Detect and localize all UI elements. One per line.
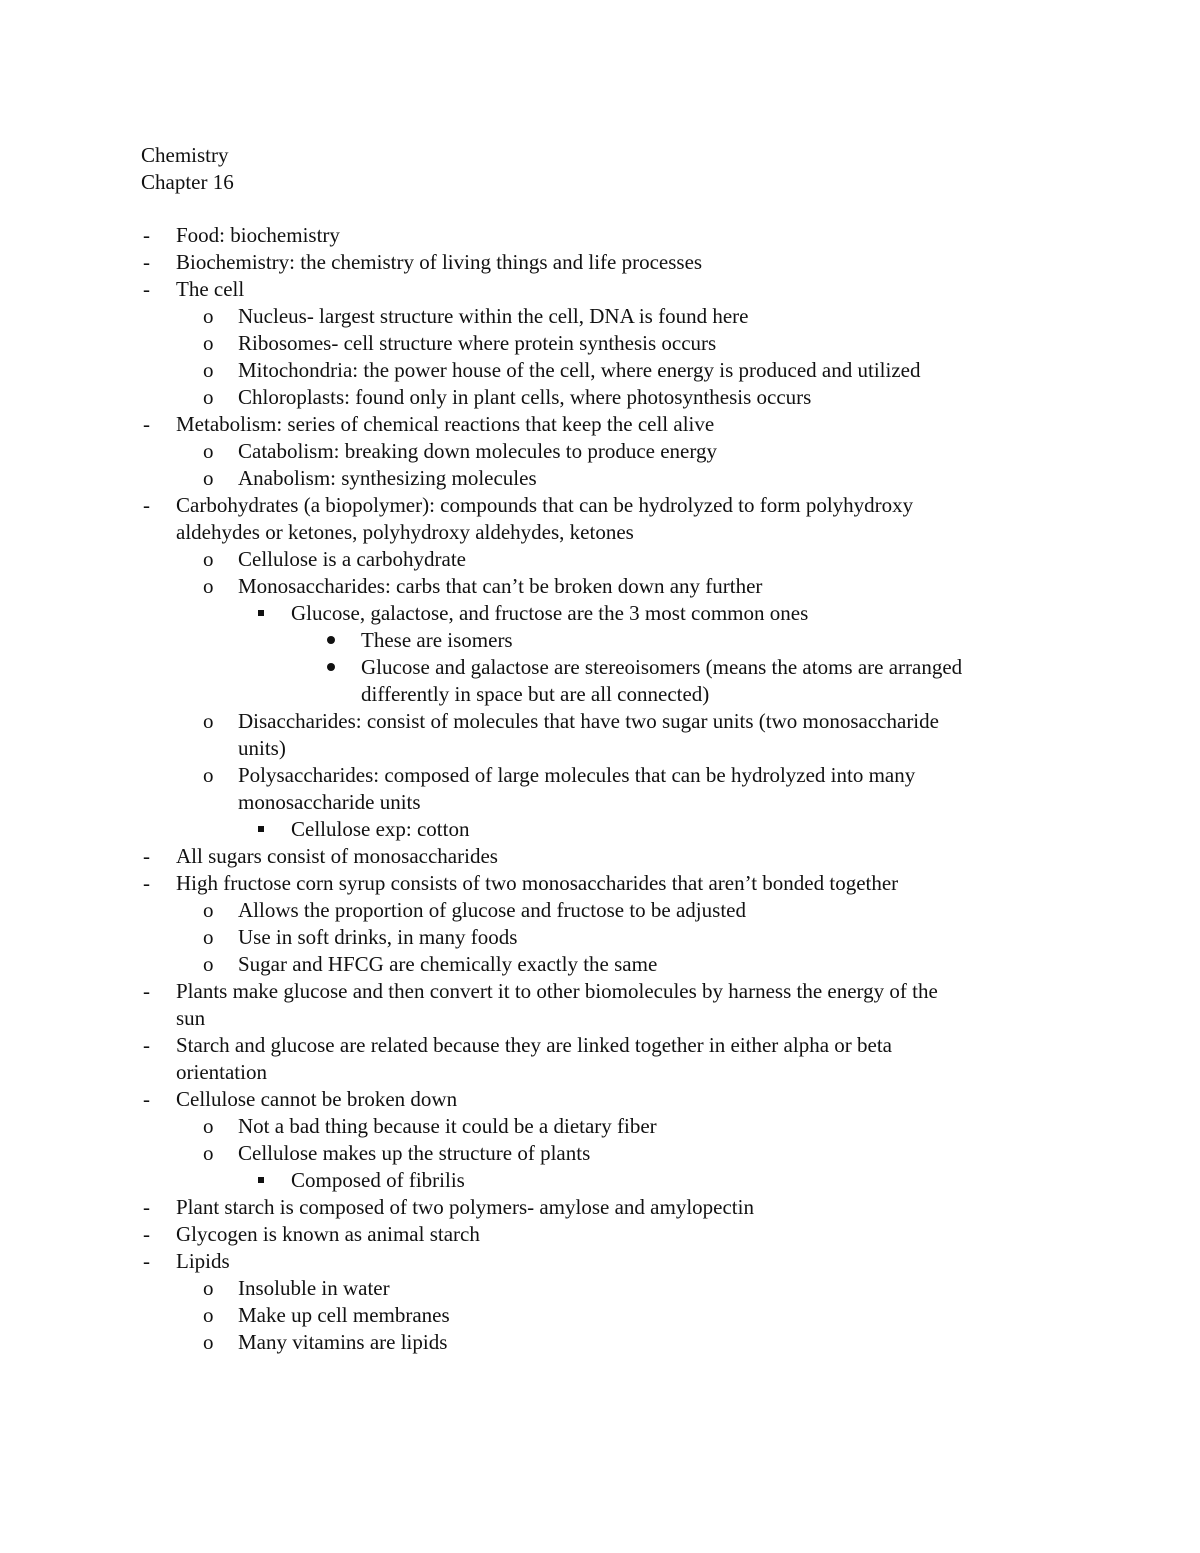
- list-item-level-1: Cellulose cannot be broken down: [176, 1087, 458, 1111]
- list-item-level-1: High fructose corn syrup consists of two monosaccharides that aren’t bonded together: [176, 871, 899, 895]
- circle-bullet-icon: o: [203, 1303, 214, 1327]
- circle-bullet-icon: o: [203, 574, 214, 598]
- circle-bullet-icon: o: [203, 385, 214, 409]
- list-item-continuation: orientation: [176, 1060, 267, 1084]
- list-item-level-2: Ribosomes- cell structure where protein synthesis occurs: [238, 331, 717, 355]
- circle-bullet-icon: o: [203, 547, 214, 571]
- list-item-level-2: Anabolism: synthesizing molecules: [238, 466, 537, 490]
- dash-bullet-icon: -: [143, 250, 150, 274]
- list-item-continuation: monosaccharide units: [238, 790, 421, 814]
- circle-bullet-icon: o: [203, 358, 214, 382]
- list-item-level-2: Allows the proportion of glucose and fructose to be adjusted: [238, 898, 746, 922]
- list-item-level-3: Glucose, galactose, and fructose are the 3 most common ones: [291, 601, 809, 625]
- list-item-level-2: Not a bad thing because it could be a dietary fiber: [238, 1114, 657, 1138]
- circle-bullet-icon: o: [203, 304, 214, 328]
- circle-bullet-icon: o: [203, 1330, 214, 1354]
- list-item-level-2: Catabolism: breaking down molecules to produce energy: [238, 439, 717, 463]
- list-item-level-1: Starch and glucose are related because they are linked together in either alpha or beta: [176, 1033, 892, 1057]
- document-subtitle: Chapter 16: [141, 170, 234, 194]
- list-item-level-2: Disaccharides: consist of molecules that have two sugar units (two monosaccharide: [238, 709, 939, 733]
- dash-bullet-icon: -: [143, 493, 150, 517]
- dash-bullet-icon: -: [143, 1087, 150, 1111]
- document-title: Chemistry: [141, 143, 229, 167]
- list-item-level-2: Make up cell membranes: [238, 1303, 450, 1327]
- dash-bullet-icon: -: [143, 1195, 150, 1219]
- list-item-level-1: Lipids: [176, 1249, 230, 1273]
- list-item-level-3: Cellulose exp: cotton: [291, 817, 470, 841]
- circle-bullet-icon: o: [203, 925, 214, 949]
- list-item-continuation: sun: [176, 1006, 206, 1030]
- square-bullet-icon: [258, 610, 264, 616]
- list-item-level-4: Glucose and galactose are stereoisomers (means the atoms are arranged: [361, 655, 963, 679]
- list-item-level-2: Insoluble in water: [238, 1276, 390, 1300]
- list-item-level-1: Biochemistry: the chemistry of living things and life processes: [176, 250, 703, 274]
- list-item-level-1: The cell: [176, 277, 245, 301]
- round-bullet-icon: [327, 636, 335, 644]
- list-item-level-1: Plants make glucose and then convert it to other biomolecules by harness the energy of the: [176, 979, 938, 1003]
- list-item-level-2: Chloroplasts: found only in plant cells, where photosynthesis occurs: [238, 385, 812, 409]
- list-item-level-1: Plant starch is composed of two polymers- amylose and amylopectin: [176, 1195, 754, 1219]
- dash-bullet-icon: -: [143, 1222, 150, 1246]
- list-item-level-2: Nucleus- largest structure within the cell, DNA is found here: [238, 304, 749, 328]
- list-item-continuation: aldehydes or ketones, polyhydroxy aldehydes, ketones: [176, 520, 634, 544]
- list-item-level-4: These are isomers: [361, 628, 513, 652]
- circle-bullet-icon: o: [203, 466, 214, 490]
- list-item-level-2: Polysaccharides: composed of large molecules that can be hydrolyzed into many: [238, 763, 916, 787]
- circle-bullet-icon: o: [203, 1276, 214, 1300]
- list-item-level-2: Sugar and HFCG are chemically exactly the same: [238, 952, 658, 976]
- circle-bullet-icon: o: [203, 709, 214, 733]
- list-item-level-2: Cellulose is a carbohydrate: [238, 547, 467, 571]
- list-item-level-2: Many vitamins are lipids: [238, 1330, 448, 1354]
- circle-bullet-icon: o: [203, 439, 214, 463]
- dash-bullet-icon: -: [143, 223, 150, 247]
- circle-bullet-icon: o: [203, 331, 214, 355]
- dash-bullet-icon: -: [143, 412, 150, 436]
- list-item-level-1: Carbohydrates (a biopolymer): compounds that can be hydrolyzed to form polyhydroxy: [176, 493, 914, 517]
- dash-bullet-icon: -: [143, 979, 150, 1003]
- dash-bullet-icon: -: [143, 1033, 150, 1057]
- list-item-level-1: Food: biochemistry: [176, 223, 340, 247]
- list-item-level-2: Cellulose makes up the structure of plants: [238, 1141, 591, 1165]
- list-item-level-2: Monosaccharides: carbs that can’t be broken down any further: [238, 574, 763, 598]
- list-item-level-2: Mitochondria: the power house of the cell, where energy is produced and utilized: [238, 358, 921, 382]
- list-item-level-1: Metabolism: series of chemical reactions that keep the cell alive: [176, 412, 715, 436]
- list-item-continuation: units): [238, 736, 286, 760]
- circle-bullet-icon: o: [203, 898, 214, 922]
- circle-bullet-icon: o: [203, 952, 214, 976]
- list-item-level-3: Composed of fibrilis: [291, 1168, 465, 1192]
- circle-bullet-icon: o: [203, 1141, 214, 1165]
- square-bullet-icon: [258, 1177, 264, 1183]
- dash-bullet-icon: -: [143, 1249, 150, 1273]
- dash-bullet-icon: -: [143, 844, 150, 868]
- circle-bullet-icon: o: [203, 763, 214, 787]
- dash-bullet-icon: -: [143, 871, 150, 895]
- dash-bullet-icon: -: [143, 277, 150, 301]
- list-item-level-1: Glycogen is known as animal starch: [176, 1222, 480, 1246]
- list-item-level-2: Use in soft drinks, in many foods: [238, 925, 518, 949]
- list-item-level-1: All sugars consist of monosaccharides: [176, 844, 498, 868]
- round-bullet-icon: [327, 663, 335, 671]
- square-bullet-icon: [258, 826, 264, 832]
- list-item-continuation: differently in space but are all connected): [361, 682, 710, 706]
- circle-bullet-icon: o: [203, 1114, 214, 1138]
